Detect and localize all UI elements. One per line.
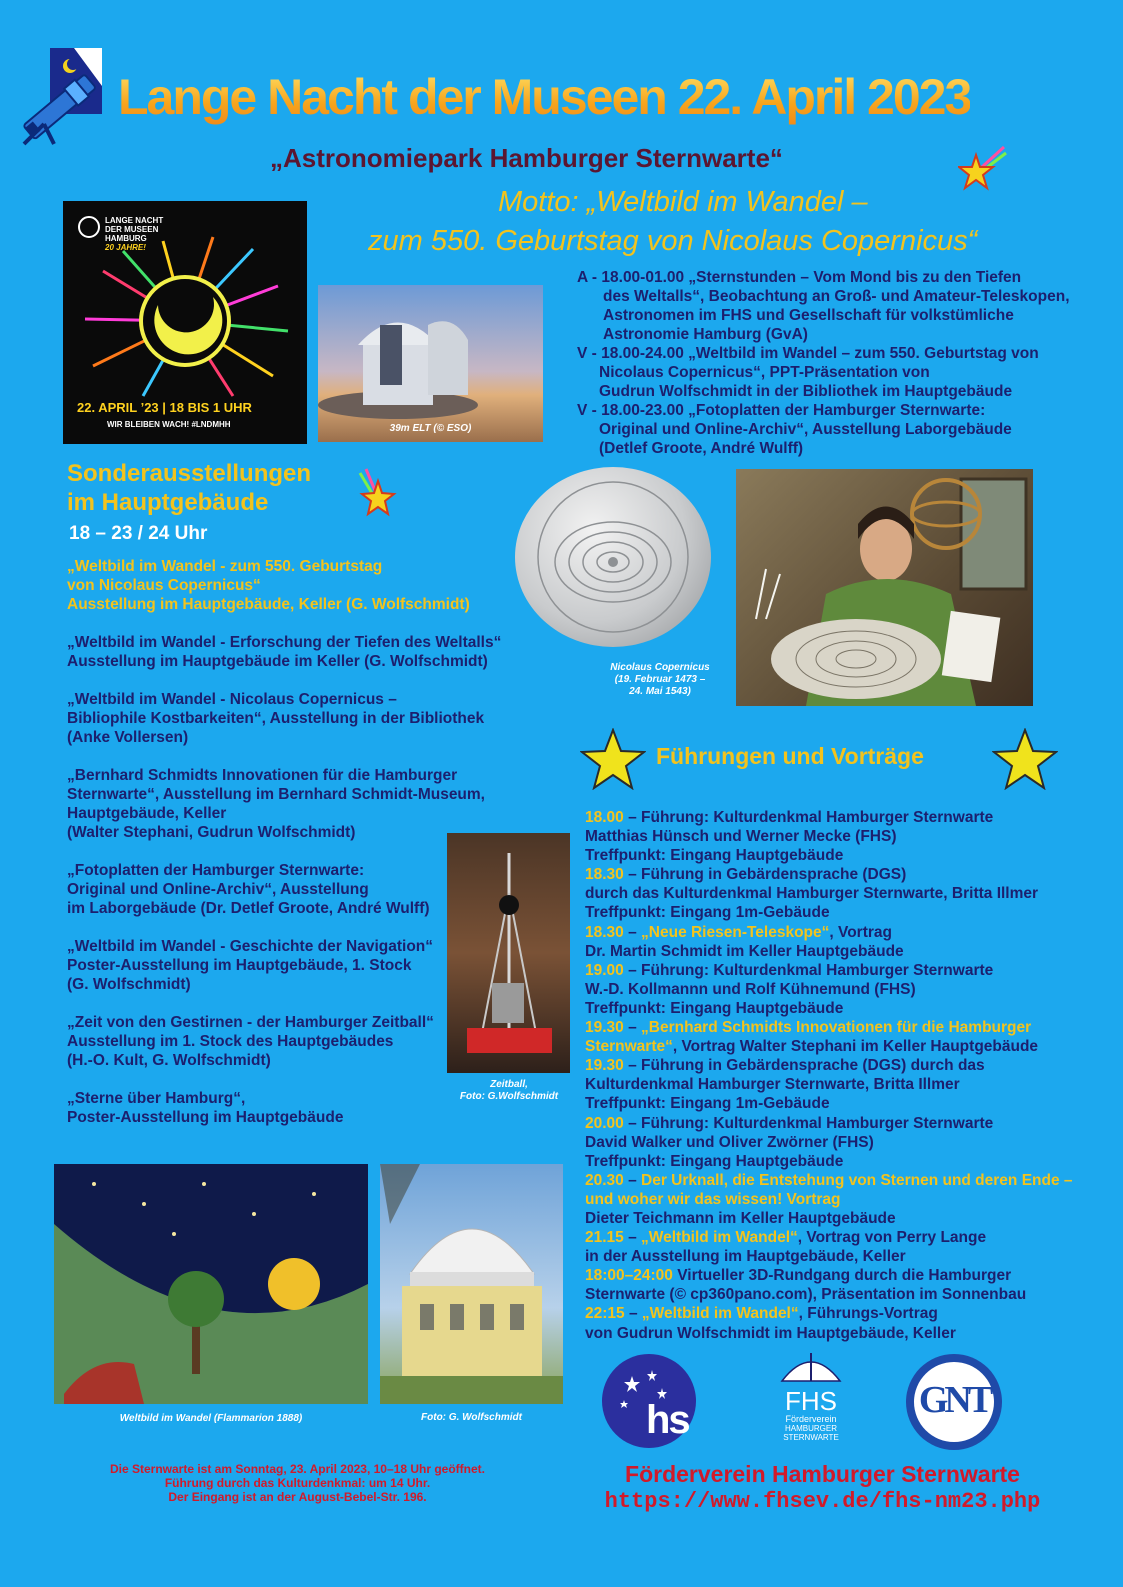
tour-text: 18.00 — [585, 809, 624, 826]
schedule-line: Astronomie Hamburg (GvA) — [603, 326, 808, 343]
schedule-line: V - 18.00-23.00 „Fotoplatten der Hamburger Sternwarte: — [577, 402, 986, 419]
star-icon-left — [580, 728, 646, 790]
gnt-logo-text: GNT — [918, 1379, 990, 1421]
copernicus-caption-line: Nicolaus Copernicus — [610, 662, 710, 673]
copernicus-caption — [595, 662, 725, 698]
tour-text: – — [624, 1305, 642, 1323]
tour-line — [585, 980, 1073, 999]
exhibitions-heading-line-2: im Hauptgebäude — [67, 489, 269, 516]
hs-logo-text: hs — [646, 1398, 689, 1442]
schedule-line: Gudrun Wolfschmidt in der Bibliothek im Hauptgebäude — [599, 383, 1013, 400]
tour-text: 18.30 — [585, 866, 624, 884]
tour-text: und woher wir das wissen! Vortrag — [585, 1190, 841, 1208]
page-title: Lange Nacht der Museen 22. April 2023 — [118, 69, 971, 125]
tours-list — [585, 808, 1073, 1343]
tour-line — [585, 865, 1073, 884]
tour-text: – — [623, 923, 642, 941]
tour-text: – Führung: Kulturdenkmal Hamburger Sternwarte — [623, 809, 994, 826]
zeitball-image — [447, 833, 570, 1073]
zeitball-caption-line: Foto: G.Wolfschmidt — [459, 1091, 559, 1102]
tour-line — [585, 1133, 1073, 1152]
exhibition-line: „Weltbild im Wandel - zum 550. Geburtstag — [67, 558, 383, 575]
tour-line — [585, 1114, 1073, 1133]
poster-date: 22. APRIL ’23 | 18 BIS 1 UHR — [77, 400, 252, 415]
hs-logo — [602, 1354, 696, 1448]
poster-text-4: 20 JAHRE! — [105, 243, 146, 252]
elt-caption: 39m ELT (© ESO) — [389, 423, 472, 434]
schedule-line: des Weltalls“, Beobachtung an Groß- und Amateur-Teleskopen, — [603, 288, 1070, 305]
observatory-caption: Foto: G. Wolfschmidt — [421, 1412, 522, 1423]
exhibition-line: Bibliophile Kostbarkeiten“, Ausstellung in der Bibliothek — [67, 710, 485, 727]
elt-telescope-image — [318, 285, 543, 442]
exhibition-line: „Zeit von den Gestirnen - der Hamburger Zeitball“ — [67, 1014, 434, 1031]
tour-text: – — [623, 1171, 642, 1189]
tour-text: Sternwarte (© cp360pano.com), Präsentation im Sonnenbau — [585, 1286, 1027, 1304]
tour-text: – — [623, 1019, 642, 1037]
shooting-star-icon — [958, 145, 1008, 193]
exhibition-line: (H.-O. Kult, G. Wolfschmidt) — [67, 1052, 271, 1069]
schedule-line: Astronomen im FHS und Gesellschaft für volkstümliche — [603, 307, 1014, 324]
tour-line — [585, 827, 1073, 846]
tour-line — [585, 1266, 1073, 1285]
fhs-logo-text: FHS — [785, 1386, 837, 1416]
motto-line-2: zum 550. Geburtstag von Nicolaus Copernicus“ — [368, 225, 978, 257]
exhibition-line: Ausstellung im 1. Stock des Hauptgebäudes — [67, 1033, 394, 1050]
exhibition-line: Original und Online-Archiv“, Ausstellung — [67, 881, 369, 898]
exhibition-line: von Nicolaus Copernicus“ — [67, 577, 261, 594]
exhibition-line: „Weltbild im Wandel - Nicolaus Copernicus – — [67, 691, 397, 708]
tour-text: Kulturdenkmal Hamburger Sternwarte, Britta Illmer — [585, 1076, 960, 1094]
exhibition-line: (Anke Vollersen) — [67, 729, 189, 746]
tour-text: Matthias Hünsch und Werner Mecke (FHS) — [585, 828, 897, 846]
fhs-logo — [772, 1347, 850, 1452]
tour-text: 19.00 — [585, 961, 624, 979]
telescope-icon — [14, 46, 104, 146]
tour-line — [585, 999, 1073, 1018]
tour-text: – Führung: Kulturdenkmal Hamburger Sternwarte — [623, 1114, 994, 1132]
tour-text: 19.30 — [585, 1057, 624, 1075]
flammarion-caption: Weltbild im Wandel (Flammarion 1888) — [119, 1413, 303, 1424]
copernicus-painting-image — [736, 469, 1033, 706]
tour-text: Treffpunkt: Eingang 1m-Gebäude — [585, 1095, 830, 1113]
exhibition-line: Poster-Ausstellung im Hauptgebäude — [67, 1109, 344, 1126]
tour-line — [585, 923, 1073, 942]
tour-line — [585, 1094, 1073, 1113]
copernicus-caption-line: 24. Mai 1543) — [629, 686, 691, 697]
exhibition-line: „Weltbild im Wandel - Geschichte der Navigation“ — [67, 938, 434, 955]
fhs-logo-sub-3: STERNWARTE — [783, 1433, 839, 1442]
tour-line — [585, 1056, 1073, 1075]
tour-text: – Führung in Gebärdensprache (DGS) durch das — [623, 1057, 985, 1075]
schedule-line: Nicolaus Copernicus“, PPT-Präsentation von — [599, 364, 930, 381]
tour-line — [585, 1037, 1073, 1056]
tour-line — [585, 961, 1073, 980]
exhibitions-heading-line-1: Sonderausstellungen — [67, 460, 312, 487]
tour-text: von Gudrun Wolfschmidt im Hauptgebäude, Keller — [585, 1324, 956, 1342]
schedule-line: Original und Online-Archiv“, Ausstellung Laborgebäude — [599, 421, 1012, 438]
tour-line — [585, 1152, 1073, 1171]
tour-text: „Weltbild im Wandel“ — [641, 1229, 798, 1247]
fhs-logo-sub-2: HAMBURGER — [784, 1424, 837, 1433]
exhibition-line: Sternwarte“, Ausstellung im Bernhard Schmidt-Museum, — [67, 786, 485, 803]
subtitle: „Astronomiepark Hamburger Sternwarte“ — [270, 143, 783, 173]
tour-text: , Vortrag — [829, 923, 892, 941]
exhibition-line: Ausstellung im Hauptgebäude im Keller (G. Wolfschmidt) — [67, 653, 488, 670]
exhibition-line: „Sterne über Hamburg“, — [67, 1090, 246, 1107]
motto-line-1: Motto: „Weltbild im Wandel – — [498, 186, 868, 218]
gnt-logo — [906, 1354, 1002, 1450]
zeitball-caption — [440, 1079, 578, 1103]
poster-text-1: LANGE NACHT — [105, 216, 164, 225]
exhibition-item — [67, 557, 547, 614]
zeitball-caption-line: Zeitball, — [490, 1079, 528, 1090]
fhs-logo-sub-1: Förderverein — [785, 1414, 837, 1424]
organization-name: Förderverein Hamburger Sternwarte — [625, 1461, 1020, 1487]
opening-info-line: Führung durch das Kulturdenkmal: um 14 Uhr. — [164, 1476, 431, 1490]
event-poster-image — [63, 201, 307, 444]
tour-line — [585, 903, 1073, 922]
exhibitions-heading — [67, 459, 311, 517]
flammarion-image — [54, 1164, 368, 1404]
exhibition-item — [67, 766, 547, 842]
program-schedule — [577, 268, 1070, 458]
tour-text: , Vortrag Walter Stephani im Keller Hauptgebäude — [672, 1038, 1039, 1056]
exhibition-line: (G. Wolfschmidt) — [67, 976, 191, 993]
organization-url[interactable]: https://www.fhsev.de/fhs-nm23.php — [604, 1489, 1041, 1514]
shooting-star-icon-2 — [356, 467, 398, 517]
exhibition-line: „Fotoplatten der Hamburger Sternwarte: — [67, 862, 365, 879]
poster-text-2: DER MUSEEN — [105, 225, 159, 234]
observatory-image — [380, 1164, 563, 1404]
tour-text: Der Urknall, die Entstehung von Sternen und deren Ende – — [641, 1171, 1073, 1189]
exhibition-item — [67, 633, 547, 671]
organization-block — [560, 1461, 1085, 1515]
tour-line — [585, 1190, 1073, 1209]
exhibition-line: Poster-Ausstellung im Hauptgebäude, 1. Stock — [67, 957, 412, 974]
tour-text: 20.00 — [585, 1114, 624, 1132]
tour-text: Sternwarte“ — [585, 1038, 673, 1056]
tour-line — [585, 1304, 1073, 1323]
tour-text: durch das Kulturdenkmal Hamburger Sternwarte, Britta Illmer — [585, 885, 1039, 903]
tour-text: 18:00–24:00 — [585, 1267, 673, 1285]
tour-text: David Walker und Oliver Zwörner (FHS) — [585, 1133, 874, 1151]
tour-line — [585, 1324, 1073, 1343]
tour-line — [585, 1285, 1073, 1304]
exhibition-line: „Weltbild im Wandel - Erforschung der Tiefen des Weltalls“ — [67, 634, 502, 651]
tour-text: – Führung: Kulturdenkmal Hamburger Sternwarte — [623, 961, 994, 979]
opening-info-line: Die Sternwarte ist am Sonntag, 23. April 2023, 10–18 Uhr geöffnet. — [109, 1462, 485, 1476]
schedule-line: A - 18.00-01.00 „Sternstunden – Vom Mond bis zu den Tiefen — [577, 269, 1022, 286]
tour-text: „Neue Riesen-Teleskope“ — [641, 923, 830, 941]
opening-info — [60, 1462, 535, 1504]
tour-text: „Bernhard Schmidts Innovationen für die Hamburger — [641, 1019, 1032, 1037]
tour-line — [585, 884, 1073, 903]
tour-line — [585, 1228, 1073, 1247]
tour-text: in der Ausstellung im Hauptgebäude, Keller — [585, 1248, 906, 1266]
tour-text: , Vortrag von Perry Lange — [797, 1229, 987, 1247]
tour-text: Virtueller 3D-Rundgang durch die Hamburger — [672, 1267, 1012, 1285]
tour-text: 22:15 — [585, 1305, 625, 1323]
tour-text: – Führung in Gebärdensprache (DGS) — [623, 866, 907, 884]
tour-text: Treffpunkt: Eingang Hauptgebäude — [585, 999, 844, 1017]
tour-text: Treffpunkt: Eingang Hauptgebäude — [585, 847, 844, 865]
tour-line — [585, 942, 1073, 961]
tour-line — [585, 1171, 1073, 1190]
star-icon-right — [992, 728, 1058, 790]
tour-line — [585, 1075, 1073, 1094]
copernicus-caption-line: (19. Februar 1473 – — [614, 674, 706, 685]
tour-line — [585, 1018, 1073, 1037]
schedule-line: (Detlef Groote, André Wulff) — [599, 440, 804, 457]
tour-text: Treffpunkt: Eingang 1m-Gebäude — [585, 904, 830, 922]
tour-text: W.-D. Kollmannn und Rolf Kühnemund (FHS) — [585, 980, 916, 998]
exhibition-line: Hauptgebäude, Keller — [67, 805, 227, 822]
tour-line — [585, 1247, 1073, 1266]
opening-info-line: Der Eingang ist an der August-Bebel-Str. 196. — [168, 1490, 427, 1504]
tour-text: , Führungs-Vortrag — [798, 1305, 938, 1323]
tour-text: 20.30 — [585, 1171, 624, 1189]
tour-text: Dr. Martin Schmidt im Keller Hauptgebäude — [585, 942, 904, 960]
tour-line — [585, 1209, 1073, 1228]
tour-text: 18.30 — [585, 923, 624, 941]
tour-text: 19.30 — [585, 1019, 624, 1037]
poster-slogan: WIR BLEIBEN WACH! #LNDMHH — [107, 420, 231, 429]
exhibition-line: im Laborgebäude (Dr. Detlef Groote, André Wulff) — [67, 900, 430, 917]
tours-heading: Führungen und Vorträge — [656, 743, 924, 769]
exhibition-line: „Bernhard Schmidts Innovationen für die Hamburger — [67, 767, 458, 784]
copernicus-coin-image — [515, 467, 711, 647]
tour-text: Treffpunkt: Eingang Hauptgebäude — [585, 1152, 844, 1170]
exhibition-item — [67, 690, 547, 747]
tour-line — [585, 846, 1073, 865]
tour-line — [585, 808, 1073, 827]
tour-text: „Weltbild im Wandel“ — [641, 1305, 799, 1323]
exhibition-line: (Walter Stephani, Gudrun Wolfschmidt) — [67, 824, 356, 841]
exhibition-times: 18 – 23 / 24 Uhr — [69, 523, 208, 544]
poster-text-3: HAMBURG — [105, 234, 147, 243]
tour-text: 21.15 — [585, 1229, 624, 1247]
schedule-line: V - 18.00-24.00 „Weltbild im Wandel – zum 550. Geburtstag von — [577, 345, 1039, 362]
exhibition-line: Ausstellung im Hauptgebäude, Keller (G. Wolfschmidt) — [67, 596, 470, 613]
tour-text: Dieter Teichmann im Keller Hauptgebäude — [585, 1209, 896, 1227]
tour-text: – — [623, 1229, 642, 1247]
